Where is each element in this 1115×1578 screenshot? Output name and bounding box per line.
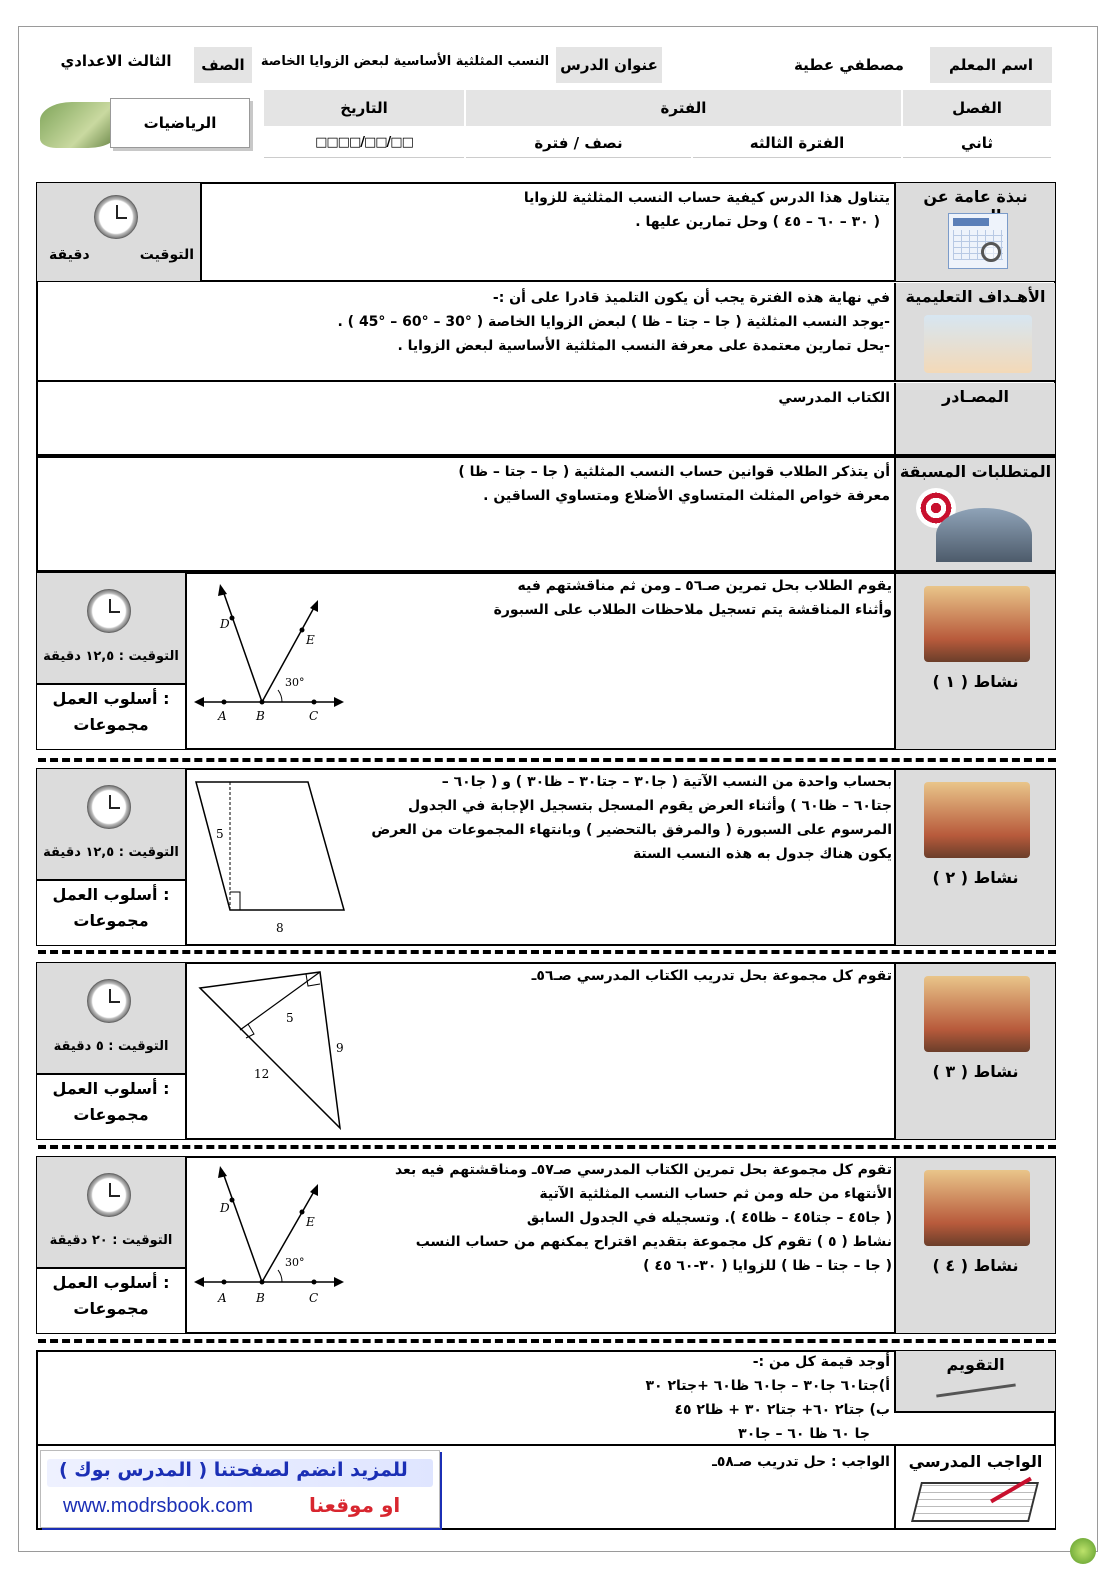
label-d: D [220, 617, 230, 631]
teacher-board-illustration [924, 1170, 1030, 1246]
activity-4-line-5: ( جا – جتا – ظا ) للزوايا ( ٣٠-٦٠ ٤٥ ) [643, 1258, 892, 1274]
resources-label: المصـادر [942, 387, 1009, 406]
pen-icon [936, 1383, 1016, 1397]
triangle-figure [192, 966, 352, 1134]
prerequisites-line-2: معرفة خواص المثلث المتساوي الأضلاع ومتساوي الساقين . [483, 488, 890, 504]
label-e: E [306, 633, 315, 647]
clock-icon [87, 589, 131, 633]
angle-figure-2 [190, 1162, 355, 1322]
homework-label-cell [894, 1446, 1055, 1528]
activity-2-line-4: يكون هناك جدول به هذه النسب الستة [632, 846, 892, 862]
label-angle: 30° [285, 1256, 305, 1269]
activity-4-line-3: ( جا٤٥ – جتا٤٥ – ظا٤٥ ). وتسجيله في الجدول السابق [526, 1210, 892, 1226]
road-icon [936, 508, 1032, 562]
label-side-b: 9 [336, 1041, 344, 1055]
teacher-board-illustration [924, 586, 1030, 662]
calendar-search-icon [948, 213, 1008, 269]
activity-3-timing-cell [37, 963, 185, 1139]
label-d: D [220, 1201, 230, 1215]
activity-3-label-cell [894, 964, 1055, 1139]
evaluation-line-2: أ)جتا٦٠ جا٣٠ – جا٦٠ ظا٦٠ +جتا٢ ٣٠ [645, 1378, 890, 1394]
activity-3-method-box [37, 1073, 185, 1139]
activity-1-method-box [37, 683, 185, 749]
divider [185, 963, 187, 1139]
activity-4-method-box [37, 1267, 185, 1333]
activity-2-line-3: المرسوم على السبورة ( والمرفق بالتحضير ) وبانتهاء المجموعات من العرض [371, 822, 892, 838]
objectives-line-1: في نهاية هذه الفترة يجب أن يكون التلميذ قادرا على أن :- [492, 290, 890, 306]
prerequisites-label-cell [894, 458, 1055, 570]
overview-line-1: يتناول هذا الدرس كيفية حساب النسب المثلثية للزوايا [523, 190, 890, 206]
subject-label: الرياضيات [110, 98, 250, 148]
resources-label-cell [894, 383, 1055, 454]
promo-banner[interactable] [40, 1450, 440, 1528]
activity-2-method-box [37, 879, 185, 945]
label-a: A [218, 709, 227, 723]
label-c: C [309, 709, 319, 723]
site-logo-icon [1070, 1538, 1096, 1564]
teacher-board-illustration [924, 782, 1030, 858]
divider [185, 1157, 187, 1333]
lesson-label: عنوان الدرس [556, 47, 662, 83]
activity-2-line-2: جتا٦٠ – ظا٦٠ ) وأثناء العرض يقوم المسجل بتسجيل الإجابة في الجدول [408, 798, 892, 814]
evaluation-label: التقويم [946, 1355, 1005, 1374]
clock-icon [94, 195, 138, 239]
term-value: ثاني [903, 128, 1051, 158]
objectives-line-2: -يوجد النسب المثلثية ( جا – جتا – ظا ) لبعض الزوايا الخاصة ( °30 – °60 – °45 ) . [337, 314, 890, 330]
evaluation-label-cell [894, 1351, 1055, 1413]
notebook-icon [911, 1482, 1039, 1522]
evaluation-line-3: ب) جتا٢ ٦٠+ جتا٢ ٣٠ + ظا٢ ٤٥ [674, 1402, 890, 1418]
activity-4-method-value: مجموعات [73, 1299, 149, 1318]
overview-label-cell [894, 183, 1055, 281]
date-label: التاريخ [264, 90, 464, 126]
objectives-label-cell [894, 283, 1055, 380]
label-base: 8 [276, 921, 284, 935]
period-value: الفترة الثالثه [693, 128, 901, 158]
prerequisites-line-1: أن يتذكر الطلاب قوانين حساب النسب المثلثية ( جا – جتا – ظا ) [458, 464, 890, 480]
dashed-separator [38, 758, 1056, 762]
activity-1-label: نشاط ( ١ ) [932, 672, 1019, 691]
dashed-separator [38, 950, 1056, 954]
activity-4-timing-cell [37, 1157, 185, 1333]
promo-url[interactable]: www.modrsbook.com [63, 1495, 254, 1517]
activity-3-label: نشاط ( ٣ ) [932, 1062, 1019, 1081]
divider [185, 769, 187, 945]
activity-2-timing: التوقيت : ١٢,٥ دقيقة [43, 845, 179, 860]
activity-3-timing: التوقيت : ٥ دقيقة [53, 1039, 169, 1054]
term-label: الفصل [903, 90, 1051, 126]
activity-3-method-value: مجموعات [73, 1105, 149, 1124]
class-label: الصف [194, 47, 252, 83]
activity-1-label-cell [894, 574, 1055, 749]
period-part: نصف / فترة [466, 128, 691, 158]
teacher-board-illustration [924, 976, 1030, 1052]
class-value: الثالث الاعدادي [40, 47, 192, 75]
leaf-decoration [40, 102, 120, 148]
lesson-title: النسب المثلثية الأساسية لبعض الزوايا الخاصة [258, 47, 552, 75]
label-b: B [256, 1291, 265, 1305]
label-side-c: 12 [254, 1067, 270, 1081]
label-b: B [256, 709, 265, 723]
resources-text: الكتاب المدرسي [778, 390, 890, 406]
evaluation-line-1: أوجد قيمة كل من :- [752, 1354, 890, 1370]
activity-2-method-label: أسلوب العمل : [52, 885, 170, 904]
activity-1-timing: التوقيت : ١٢,٥ دقيقة [43, 649, 179, 664]
activity-2-method-value: مجموعات [73, 911, 149, 930]
activity-4-label: نشاط ( ٤ ) [932, 1256, 1019, 1275]
dashed-separator [38, 1145, 1056, 1149]
activity-4-timing: التوقيت : ٢٠ دقيقة [49, 1233, 173, 1248]
activity-2-label: نشاط ( ٢ ) [932, 868, 1019, 887]
overview-timing-cell [37, 183, 200, 281]
evaluation-line-4: جا ٦٠ ظا ٦٠ – جا٣٠ [738, 1426, 870, 1442]
clock-icon [87, 785, 131, 829]
divider [185, 573, 187, 749]
classroom-illustration [924, 315, 1032, 373]
teacher-label: اسم المعلم [930, 47, 1052, 83]
label-height: 5 [216, 827, 224, 841]
label-angle: 30° [285, 676, 305, 689]
activity-4-line-2: الأنتهاء من حله ومن ثم حساب النسب المثلثية الآتية [539, 1186, 892, 1202]
clock-icon [87, 979, 131, 1023]
activity-1-method-label: أسلوب العمل : [52, 689, 170, 708]
label-side-a: 5 [286, 1011, 294, 1025]
teacher-name: مصطفي عطية [770, 47, 928, 83]
label-c: C [309, 1291, 319, 1305]
activity-1-timing-cell [37, 573, 185, 749]
objectives-label: الأهـداف التعليمية [905, 287, 1046, 306]
activity-1-method-value: مجموعات [73, 715, 149, 734]
promo-line-1: للمزيد انضم لصفحتنا ( المدرس بوك ) [59, 1459, 408, 1481]
activity-1-line-2: وأثناء المناقشة يتم تسجيل ملاحظات الطلاب على السبورة [493, 602, 892, 618]
activity-2-timing-cell [37, 769, 185, 945]
activity-4-line-1: تقوم كل مجموعة بحل تمرين الكتاب المدرسي صـ٥٧ـ ومناقشتهم فيه بعد [394, 1162, 892, 1178]
activity-4-method-label: أسلوب العمل : [52, 1273, 170, 1292]
promo-line-2: او موقعنا [309, 1493, 401, 1517]
activity-3-line-1: تقوم كل مجموعة بحل تدريب الكتاب المدرسي صـ٥٦ـ [531, 968, 892, 984]
subject-plaque [40, 92, 250, 154]
activity-2-label-cell [894, 770, 1055, 945]
prerequisites-label: المتطلبات المسبقة [899, 462, 1052, 481]
overview-minutes: دقيقة [49, 247, 90, 263]
parallelogram-figure [192, 776, 352, 940]
overview-timing-label: التوقيت [139, 247, 194, 263]
divider [200, 183, 202, 281]
homework-text: الواجب : حل تدريب صـ٥٨ـ [712, 1454, 890, 1470]
dashed-separator [38, 1339, 1056, 1343]
activity-2-line-1: بحساب واحدة من النسب الآتية ( جا٣٠ – جتا٣٠ – ظا٣٠ ) و ( جا٦٠ – [441, 774, 892, 790]
angle-figure-1 [190, 578, 355, 738]
overview-line-2: ( ٣٠ – ٦٠ – ٤٥ ) وحل تمارين عليها . [635, 214, 880, 230]
label-a: A [218, 1291, 227, 1305]
label-e: E [306, 1215, 315, 1229]
period-label: الفترة [466, 90, 901, 126]
activity-1-line-1: يقوم الطلاب بحل تمرين صـ٥٦ ـ ومن ثم مناقشتهم فيه [517, 578, 892, 594]
activity-4-label-cell [894, 1158, 1055, 1333]
overview-label: نبذة عامة عن [923, 187, 1028, 206]
activity-3-method-label: أسلوب العمل : [52, 1079, 170, 1098]
activity-4-line-4: نشاط ( ٥ ) تقوم كل مجموعة بتقديم اقتراح يمكنهم من حساب النسب [415, 1234, 892, 1250]
homework-label: الواجب المدرسي [908, 1452, 1043, 1471]
date-value: □□□□/□□/□□ [264, 128, 464, 158]
objectives-line-3: -يحل تمارين معتمدة على معرفة النسب المثلثية الأساسية لبعض الزوايا . [397, 338, 890, 354]
clock-icon [87, 1173, 131, 1217]
